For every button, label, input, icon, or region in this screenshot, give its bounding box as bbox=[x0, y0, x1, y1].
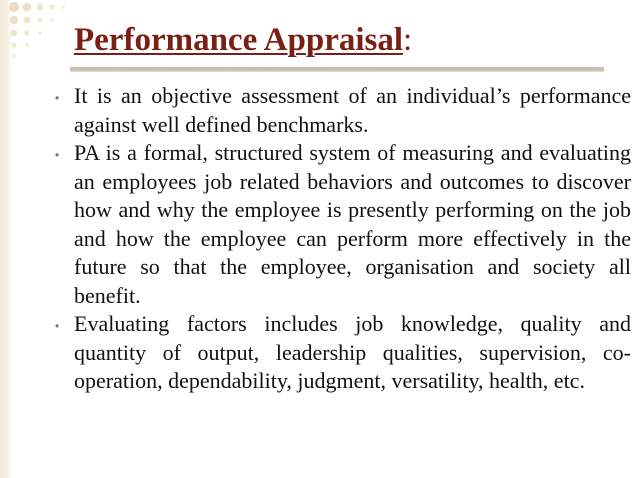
bullet-list bbox=[55, 82, 631, 396]
bullet-item bbox=[55, 310, 631, 396]
slide-title bbox=[74, 20, 412, 60]
slide-title-text: Performance Appraisal bbox=[74, 22, 404, 58]
bullet-text: Evaluating factors includes job knowledge, quality and quantity of output, leadership qualities, supervision, co-operation, dependability, judgment, versatility, health, etc. bbox=[74, 311, 631, 393]
bullet-item bbox=[55, 82, 631, 139]
slide-title-colon: : bbox=[403, 22, 413, 58]
bullet-dot-icon: • bbox=[55, 91, 60, 105]
bullet-dot-icon: • bbox=[55, 148, 60, 162]
bullet-text: PA is a formal, structured system of measuring and evaluating an employees job related behaviors and outcomes to discover how and why the employee is presently performing on the job and how the employee can perform more effectively in the future so that the employee, organisation and society all benefit. bbox=[74, 140, 631, 308]
bullet-dot-icon: • bbox=[55, 319, 60, 333]
title-divider bbox=[70, 67, 604, 72]
bullet-text: It is an objective assessment of an individual’s performance against well defined benchmarks. bbox=[74, 83, 631, 137]
bullet-item bbox=[55, 139, 631, 310]
decorative-dots-icon bbox=[0, 0, 78, 72]
